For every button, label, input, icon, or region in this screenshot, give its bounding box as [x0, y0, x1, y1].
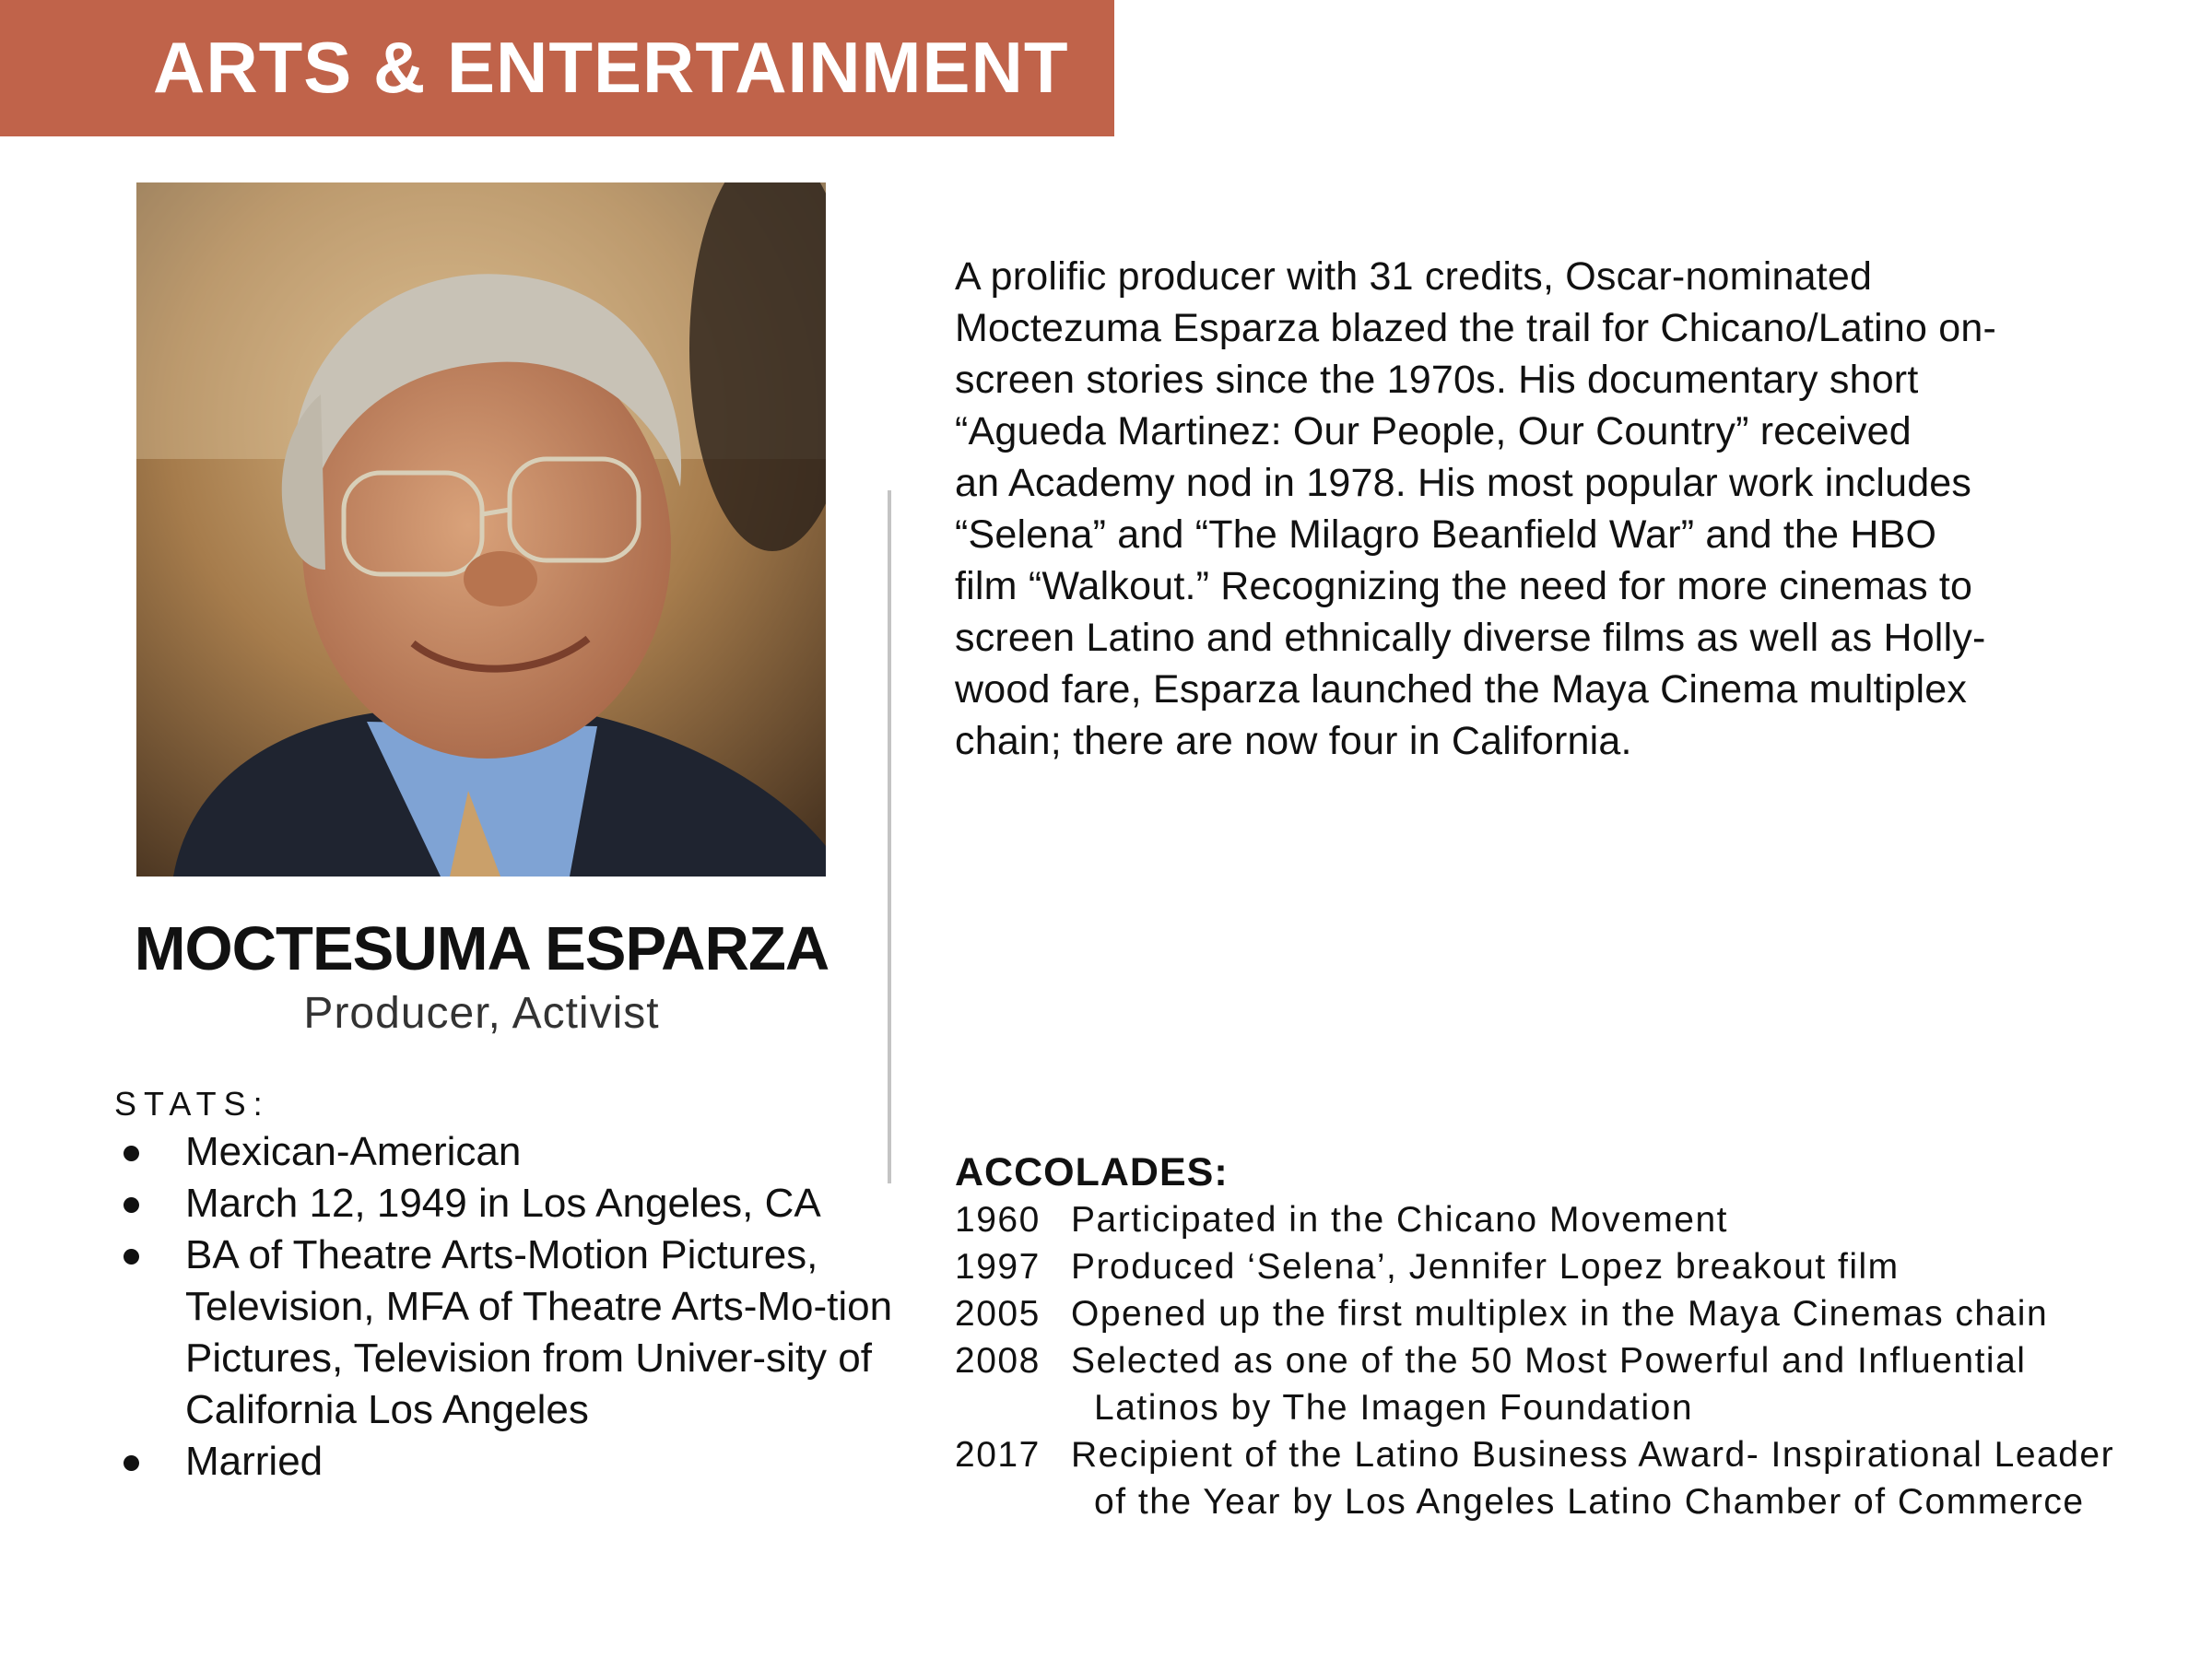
stats-item-marital: Married [114, 1436, 907, 1488]
accolade-line: Recipient of the Latino Business Award- Inspirational Leader [1071, 1435, 2115, 1475]
person-role: Producer, Activist [303, 989, 660, 1038]
accolade-continuation: Latinos by The Imagen Foundation [1094, 1388, 1694, 1428]
accolade-line: Produced ‘Selena’, Jennifer Lopez breakout film [1071, 1247, 1900, 1287]
accolade-item [955, 1290, 2190, 1337]
section-title: ARTS & ENTERTAINMENT [153, 27, 1069, 108]
accolade-continuation: of the Year by Los Angeles Latino Chamber of Commerce [1094, 1482, 2085, 1522]
stats-item-education: BA of Theatre Arts-Motion Pictures, Television, MFA of Theatre Arts-Mo-tion Pictures, Television from Univer-sity of California Los Angeles [114, 1230, 907, 1436]
accolade-text [1071, 1243, 2190, 1290]
accolades-heading: ACCOLADES: [955, 1150, 1229, 1194]
accolade-item [955, 1431, 2190, 1525]
accolade-year: 1960 [955, 1200, 1041, 1240]
column-divider [888, 490, 891, 1183]
accolade-item [955, 1196, 2190, 1243]
portrait-illustration [136, 182, 826, 877]
accolade-text [1071, 1431, 2190, 1525]
stats-list [114, 1126, 907, 1488]
accolade-text [1071, 1337, 2190, 1431]
accolade-year: 2017 [955, 1435, 1041, 1475]
accolade-text [1071, 1290, 2190, 1337]
person-name: MOCTESUMA ESPARZA [134, 914, 830, 983]
accolade-text [1071, 1196, 2190, 1243]
biography: A prolific producer with 31 credits, Oscar-nominated Moctezuma Esparza blazed the trail for Chicano/Latino on- screen stories since the 1970s. His documentary short “Agueda Martinez: Our People, Our Country” received an Academy nod in 1978. His most popular work includes “Selena” and “The Milagro Beanfield War” and the HBO film “Walkout.” Recognizing the need for more cinemas to screen Latino and ethnically diverse films as well as Holly- wood fare, Esparza launched the Maya Cinema multiplex chain; there are now four in California. [955, 254, 1996, 763]
stats-label: STATS: [114, 1085, 270, 1123]
accolade-line: Participated in the Chicano Movement [1071, 1200, 1729, 1240]
accolade-year: 2005 [955, 1294, 1041, 1334]
accolade-line: Selected as one of the 50 Most Powerful and Influential [1071, 1341, 2027, 1381]
accolade-year: 1997 [955, 1247, 1041, 1287]
accolade-line: Opened up the first multiplex in the Maya Cinemas chain [1071, 1294, 2049, 1334]
accolades-list [955, 1196, 2190, 1525]
accolade-item [955, 1243, 2190, 1290]
portrait-photo [136, 182, 826, 877]
accolade-year: 2008 [955, 1341, 1041, 1381]
section-banner [0, 0, 1114, 136]
stats-item-heritage: Mexican-American [114, 1126, 907, 1178]
stats-item-birth: March 12, 1949 in Los Angeles, CA [114, 1178, 907, 1230]
accolade-item [955, 1337, 2190, 1431]
